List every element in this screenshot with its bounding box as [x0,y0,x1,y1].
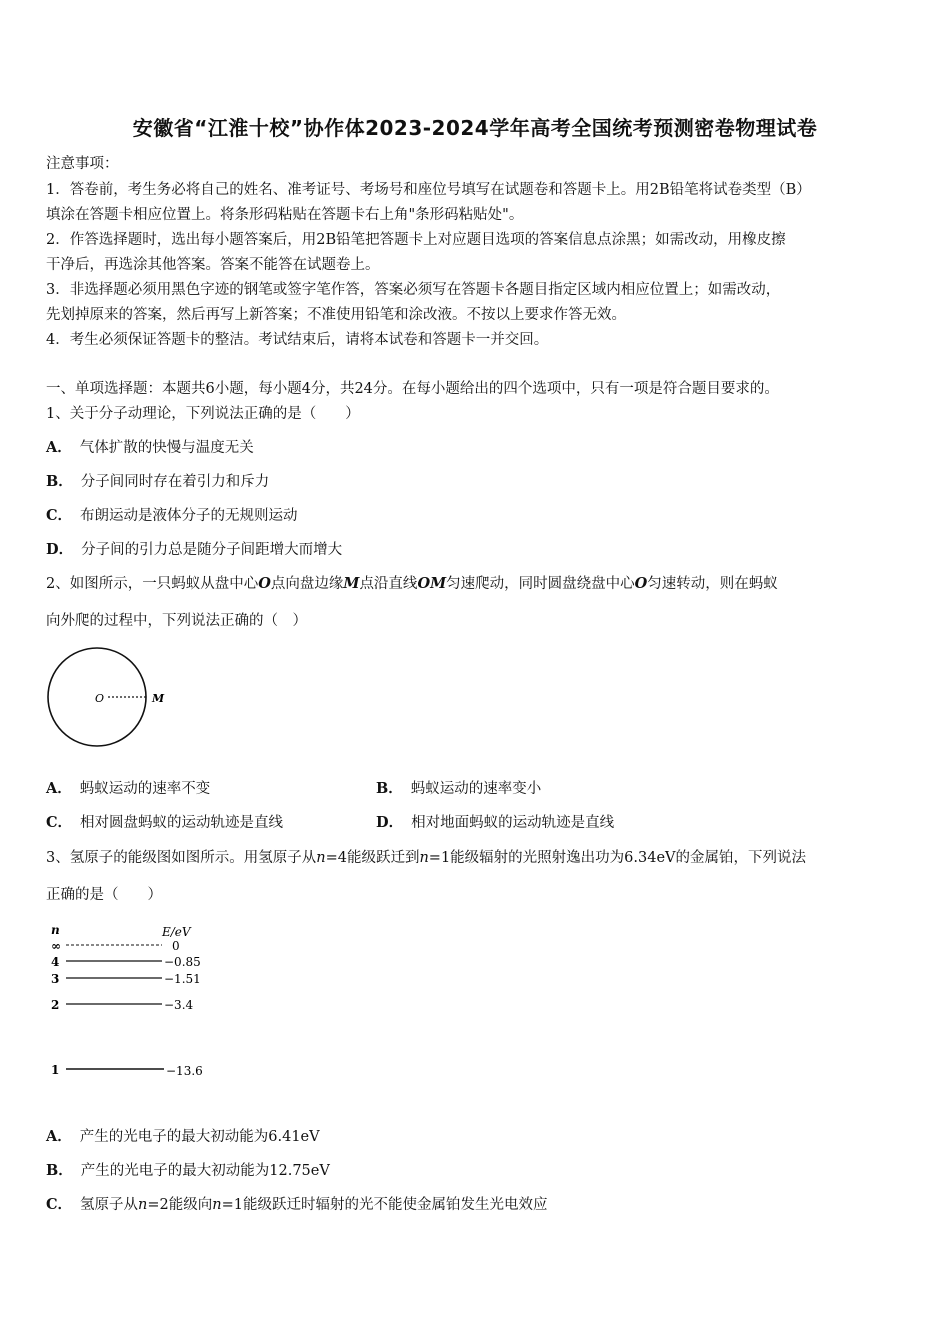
level-n-label: 4 [51,955,60,969]
option-text: 分子间同时存在着引力和斥力 [80,474,270,490]
e-axis-label: E/eV [162,925,191,939]
option-text: 相对圆盘蚂蚁的运动轨迹是直线 [80,815,284,831]
question-3-stem-line2: 正确的是（ ） [46,887,162,903]
level-energy-label: −13.6 [166,1064,203,1078]
q2-option-d[interactable] [376,811,614,832]
option-text: 能级跃迁时辐射的光不能使金属铂发生光电效应 [242,1197,548,1213]
q3-option-c[interactable] [46,1193,547,1214]
option-text: 蚂蚁运动的速率变小 [410,781,542,797]
option-key: C． [46,1196,73,1213]
stem-text: =1 [428,850,451,866]
var-n: n [316,850,326,866]
option-text: =1 [221,1197,243,1213]
option-text: 产生的光电子的最大初动能为12.75eV [80,1163,330,1179]
q2-option-c[interactable] [46,811,283,832]
option-text: 布朗运动是液体分子的无规则运动 [80,508,298,524]
var-o: O [634,575,648,592]
level-n-label: ∞ [51,939,61,953]
level-energy-label: −0.85 [164,955,201,969]
stem-text: 点沿直线 [359,576,418,592]
var-n: n [419,850,429,866]
notice-line: 干净后，再选涂其他答案。答案不能答在试题卷上。 [46,257,380,273]
question-3-stem [46,846,806,867]
option-key: D． [46,541,74,558]
var-o: O [258,575,271,592]
level-n-label: 1 [51,1063,60,1077]
level-energy-label: −3.4 [164,998,194,1012]
var-n: n [212,1197,222,1213]
option-key: B． [46,1162,73,1179]
notice-line: 1．答卷前，考生务必将自己的姓名、准考证号、考场号和座位号填写在试题卷和答题卡上。用2B铅笔将试卷类型（B） [46,182,811,198]
page-title: 安徽省“江淮十校”协作体2023-2024学年高考全国统考预测密卷物理试卷 [132,116,818,140]
option-key: B． [46,473,73,490]
label-o: O [95,692,105,705]
option-text: 分子间的引力总是随分子间距增大而增大 [81,542,343,558]
energy-level-diagram [46,920,226,1084]
disc-figure [46,646,176,750]
option-text: 蚂蚁运动的速率不变 [79,781,211,797]
q1-option-c[interactable] [46,504,298,525]
notice-line: 3．非选择题必须用黑色字迹的钢笔或签字笔作答，答案必须写在答题卡各题目指定区域内相应位置上；如需改动， [46,282,781,298]
notice-line: 填涂在答题卡相应位置上。将条形码粘贴在答题卡右上角"条形码粘贴处"。 [46,207,524,223]
level-n-label: 3 [51,972,60,986]
option-text: 相对地面蚂蚁的运动轨迹是直线 [411,815,615,831]
stem-text: 2、如图所示，一只蚂蚁从盘中心 [46,576,259,592]
option-key: B． [376,780,403,797]
q2-option-b[interactable] [376,777,541,798]
stem-text: 点向盘边缘 [270,576,344,592]
option-key: C． [46,814,73,831]
notice-line: 2．作答选择题时，选出每小题答案后，用2B铅笔把答题卡上对应题目选项的答案信息点涂黑；如需改动，用橡皮擦 [46,232,786,248]
notice-line: 4．考生必须保证答题卡的整洁。考试结束后，请将本试卷和答题卡一并交回。 [46,332,549,348]
option-text: 氢原子从 [80,1197,139,1213]
q1-option-b[interactable] [46,470,269,491]
option-key: A． [46,439,72,456]
option-key: A． [46,1128,72,1145]
label-m: M [152,692,165,705]
stem-text: 匀速转动，则在蚂蚁 [647,576,778,592]
option-text: 产生的光电子的最大初动能为6.41eV [79,1129,320,1145]
var-om: OM [417,575,447,592]
option-text: 气体扩散的快慢与温度无关 [79,440,254,456]
option-text: =2 [147,1197,169,1213]
option-key: A． [46,780,72,797]
question-2-stem [46,572,778,593]
section-heading: 一、单项选择题：本题共6小题，每小题4分，共24分。在每小题给出的四个选项中，只有一项是符合题目要求的。 [46,381,779,397]
q3-option-b[interactable] [46,1159,330,1180]
n-axis-label: n [51,923,60,937]
var-n: n [138,1197,148,1213]
option-text: 能级向 [168,1197,213,1213]
question-2-stem-line2: 向外爬的过程中，下列说法正确的（ ） [46,613,307,629]
stem-text: 匀速爬动，同时圆盘绕盘中心 [446,576,635,592]
stem-text: 能级跃迁到 [346,850,420,866]
q3-option-a[interactable] [46,1125,320,1146]
option-key: C． [46,507,73,524]
notice-heading: 注意事项： [46,156,119,172]
stem-text: 能级辐射的光照射逸出功为6.34eV的金属铂，下列说法 [450,850,807,866]
q1-option-a[interactable] [46,436,254,457]
question-1-stem: 1、关于分子动理论，下列说法正确的是（ ） [46,406,360,422]
stem-text: =4 [325,850,347,866]
option-key: D． [376,814,404,831]
level-energy-label: 0 [172,939,180,953]
stem-text: 3、氢原子的能级图如图所示。用氢原子从 [46,850,317,866]
q1-option-d[interactable] [46,538,342,559]
notice-line: 先划掉原来的答案，然后再写上新答案；不准使用铅笔和涂改液。不按以上要求作答无效。 [46,307,626,323]
level-n-label: 2 [51,998,60,1012]
var-m: M [343,575,360,592]
level-energy-label: −1.51 [164,972,201,986]
q2-option-a[interactable] [46,777,210,798]
